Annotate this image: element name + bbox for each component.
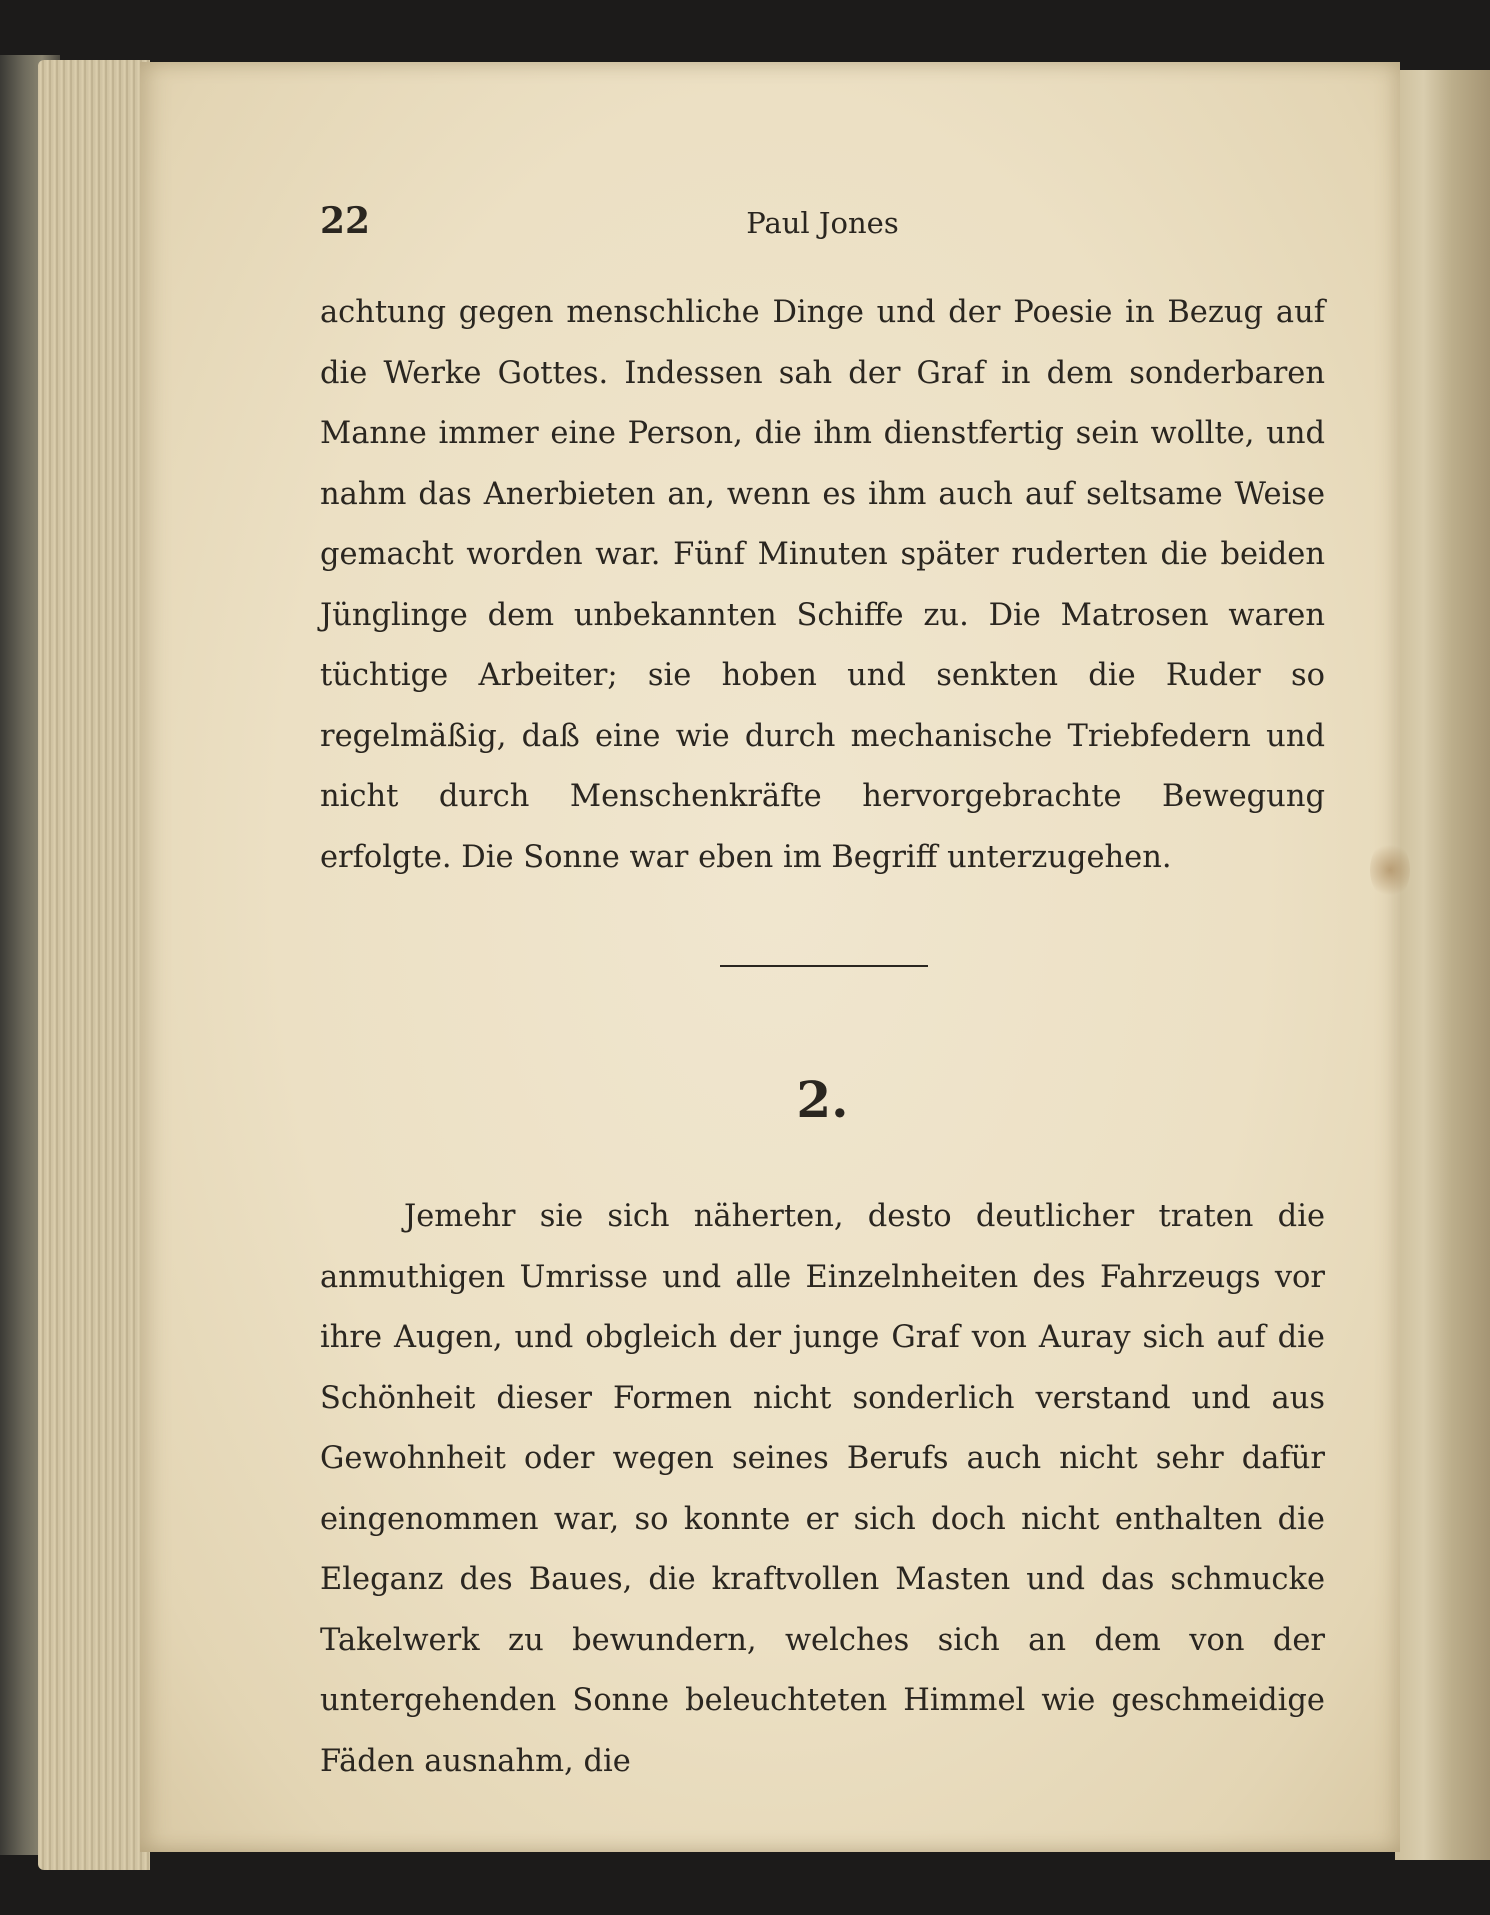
section-divider [720, 965, 928, 967]
page-stack-edge [38, 60, 150, 1870]
page-number: 22 [320, 200, 371, 242]
paragraph-2: Jemehr sie sich näherten, desto deutlicher traten die anmuthigen Umrisse und alle Einzelnheiten des Fahrzeugs vor ihre Augen, und obgleich der junge Graf von Auray sich auf die Schönheit dieser Formen nicht sonderlich verstand und aus Gewohnheit oder wegen seines Berufs auch nicht sehr dafür eingenommen war, so konnte er sich doch nicht enthalten die Eleganz des Baues, die kraftvollen Masten und das schmucke Takelwerk zu bewundern, welches sich an dem von der untergehenden Sonne beleuchteten Himmel wie geschmeidige Fäden ausnahm, die [320, 1199, 1325, 1779]
page-stain [1370, 840, 1410, 900]
section-number: 2. [796, 1070, 849, 1129]
facing-page-edge [1395, 70, 1490, 1860]
paragraph-1: achtung gegen menschliche Dinge und der Poesie in Bezug auf die Werke Gottes. Indessen sah der Graf in dem sonderbaren Manne immer eine Person, die ihm dienstfertig sein wollte, und nahm das Anerbieten an, wenn es ihm auch auf seltsame Weise gemacht worden war. Fünf Minuten später ruderten die beiden Jünglinge dem unbekannten Schiffe zu. Die Matrosen waren tüchtige Arbeiter; sie hoben und senkten die Ruder so regelmäßig, daß eine wie durch mechanische Triebfedern und nicht durch Menschenkräfte hervorgebrachte Bewegung erfolgte. Die Sonne war eben im Begriff unterzugehen. [320, 295, 1325, 875]
page-header [320, 200, 1325, 250]
running-title: Paul Jones [746, 206, 899, 240]
